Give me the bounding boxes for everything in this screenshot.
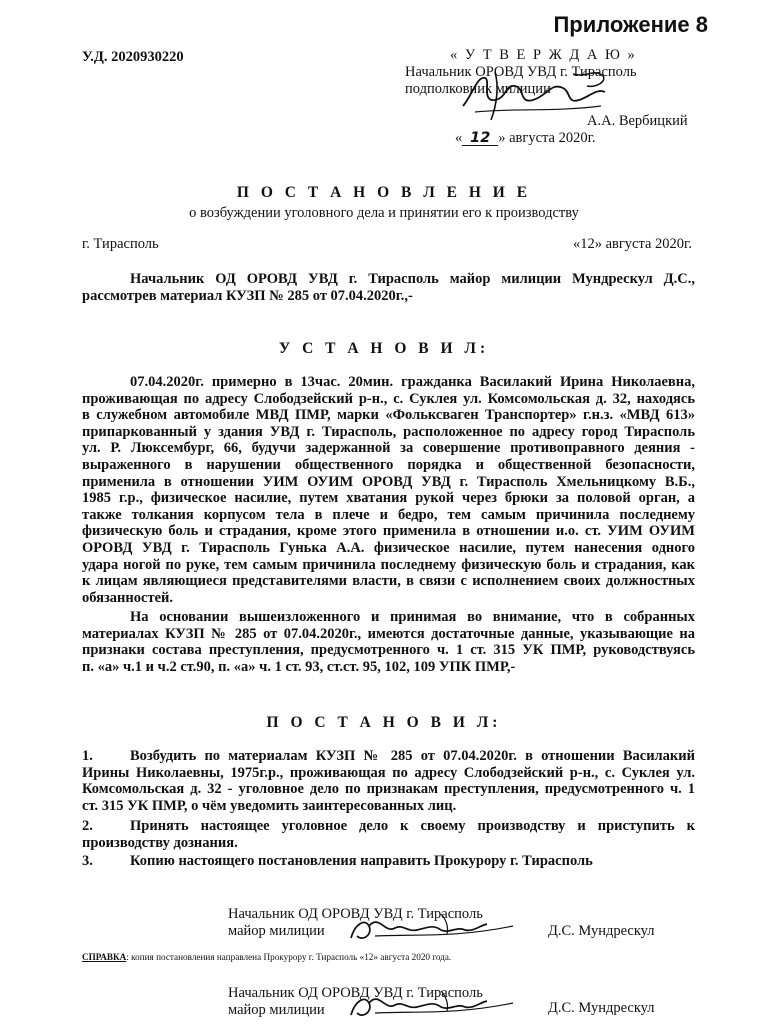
delivery-note: [82, 952, 451, 962]
approval-signature-icon: [455, 66, 615, 124]
signer-name: Д.С. Мундрескул: [548, 1000, 655, 1016]
intro-line: рассмотрев материал КУЗП № 285 от 07.04.2020г.,-: [82, 287, 413, 304]
resolution-item: [82, 818, 695, 851]
basis-line: признаки состава преступления, предусмотренного ч. 1 ст. 315 УК ПМР, руководствуясь: [82, 642, 695, 659]
approval-title: « У Т В Е Р Ж Д А Ю »: [450, 47, 637, 63]
resolution-number: 1.: [82, 748, 93, 764]
approval-date-open: «: [455, 130, 463, 146]
established-line: ОРОВД УВД г. Тирасполь Гунька А.А. физическое насилие, путем нанесения одного: [82, 539, 695, 556]
document-subtitle: о возбуждении уголовного дела и принятии его к производству: [189, 205, 579, 221]
established-line: выраженного в нарушении общественного порядка и общественной безопасности,: [82, 456, 695, 473]
delivery-note-text: : копия постановления направлена Прокурору г. Тирасполь «12» августа 2020 года.: [126, 952, 452, 962]
intro-line: Начальник ОД ОРОВД УВД г. Тирасполь майор милиции Мундрескул Д.С.,: [130, 271, 695, 287]
established-line: в служебном автомобиле МВД ПМР, марки «Фольксваген Транспортер» г.н.з. «МВД 613»: [82, 407, 695, 424]
established-line: припаркованный у здания УВД г. Тирасполь, расположенное по адресу город Тирасполь: [82, 423, 695, 440]
resolution-line: Ирины Николаевны, 1975г.р., проживающая по адресу Слободзейский р-н., с. Суклея ул.: [82, 764, 695, 781]
established-paragraph: [82, 374, 695, 606]
basis-line: На основании вышеизложенного и принимая во внимание, что в собранных: [130, 609, 695, 625]
resolution-number: 2.: [82, 818, 93, 834]
basis-paragraph: [82, 609, 695, 675]
established-heading: У С Т А Н О В И Л:: [278, 340, 490, 357]
established-line: 07.04.2020г. примерно в 13час. 20мин. гражданка Василакий Ирина Николаевна,: [130, 374, 695, 390]
resolution-number: 3.: [82, 853, 93, 869]
established-line: физическую боль и страдания, кроме этого применила в отношении и.о. ст. УИМ ОУИМ: [82, 523, 695, 540]
established-line: применила в отношении УИМ ОУИМ ОРОВД УВД г. Тирасполь Хмельницкому В.Б.,: [82, 473, 695, 490]
resolution-line: ст. 315 УК ПМР, о чём уведомить заинтересованных лиц.: [82, 797, 457, 814]
appendix-label: Приложение 8: [553, 12, 708, 37]
basis-line: п. «а» ч.1 и ч.2 ст.90, п. «а» ч. 1 ст. 93, ст.ст. 95, 102, 109 УПК ПМР,-: [82, 658, 516, 675]
document-date: «12» августа 2020г.: [572, 236, 692, 252]
approval-date-day: 12: [470, 130, 491, 146]
signer-name: Д.С. Мундрескул: [548, 923, 655, 939]
resolution-line: Копию настоящего постановления направить Прокурору г. Тирасполь: [130, 853, 593, 869]
approval-date-rest: » августа 2020г.: [498, 130, 596, 146]
established-line: к лицам являющиеся представителями власти, в связи с исполнением своих должностных: [82, 573, 695, 590]
resolved-heading: П О С Т А Н О В И Л:: [266, 714, 502, 731]
document-place: г. Тирасполь: [82, 236, 159, 252]
approver-position: Начальник ОРОВД УВД г. Тирасполь: [405, 64, 637, 80]
resolution-line: Принять настоящее уголовное дело к своему производству и приступить к: [130, 818, 695, 834]
resolution-item: [82, 748, 695, 814]
established-line: проживающая по адресу Слободзейский р-н., с. Суклея ул. Комсомольская д. 32, находясь: [82, 390, 695, 407]
case-number: У.Д. 2020930220: [82, 49, 184, 65]
signer-rank: майор милиции: [228, 923, 325, 939]
approver-name: А.А. Вербицкий: [587, 113, 688, 129]
basis-line: материалах КУЗП № 285 от 07.04.2020г., имеются достаточные данные, указывающие на: [82, 625, 695, 642]
intro-paragraph: [82, 271, 695, 304]
signature-icon: [345, 983, 520, 1023]
place-date-line: [82, 236, 692, 253]
established-line: обязанностей.: [82, 589, 173, 606]
signer-position: Начальник ОД ОРОВД УВД г. Тирасполь: [228, 985, 483, 1001]
document-title: П О С Т А Н О В Л Е Н И Е: [236, 184, 532, 201]
delivery-note-label: СПРАВКА: [82, 952, 127, 962]
resolution-line: производству дознания.: [82, 834, 238, 851]
resolution-line: Возбудить по материалам КУЗП № 285 от 07.04.2020г. в отношении Василакий: [130, 748, 695, 764]
resolution-item: [82, 853, 695, 870]
resolution-line: Комсомольская д. 32 - уголовное дело по признакам преступления, предусмотренного ч. 1: [82, 781, 695, 798]
signature-icon: [345, 904, 520, 946]
established-line: ул. Р. Люксембург, 66, будучи задержанной за совершение противоправного деяния -: [82, 440, 695, 457]
signer-rank: майор милиции: [228, 1002, 325, 1018]
signer-position: Начальник ОД ОРОВД УВД г. Тирасполь: [228, 906, 483, 922]
established-line: удара ногой по руке, тем самым причинила последнему физическую боль и страдания, как: [82, 556, 695, 573]
approval-date: [405, 130, 735, 147]
established-line: 1985 г.р., физическое насилие, путем хватания рукой через брюки за половой орган, а: [82, 490, 695, 507]
established-line: также толкания корпусом тела в плече и бедро, тем самым причинила последнему: [82, 506, 695, 523]
approver-rank: подполковник милиции: [405, 81, 551, 97]
